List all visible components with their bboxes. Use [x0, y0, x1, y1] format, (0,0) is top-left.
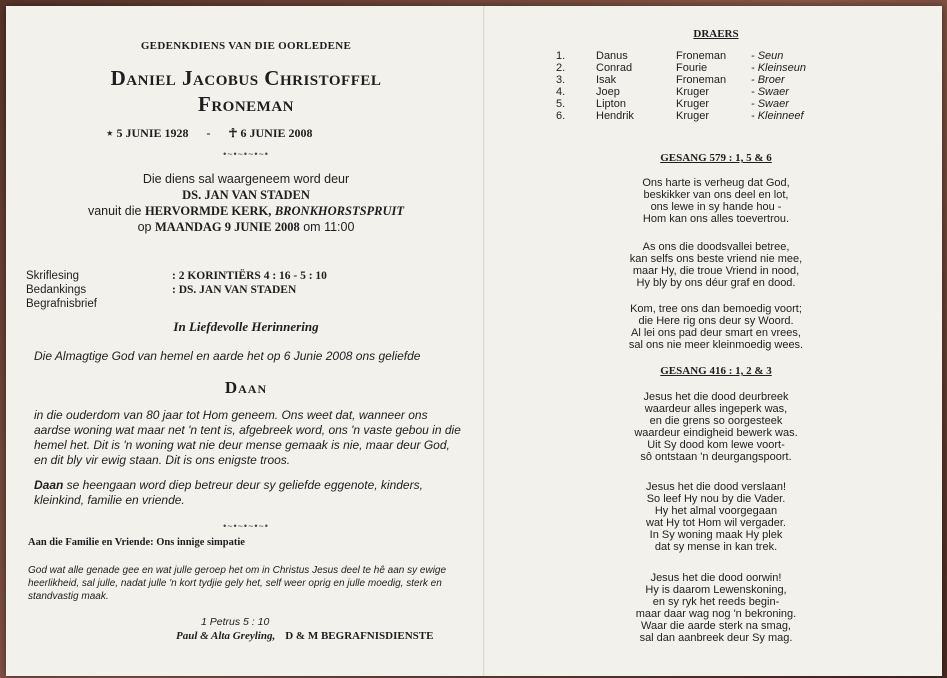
service-datetime: [26, 220, 466, 235]
blessing-paragraph: God wat alle genade gee en wat julle geroep het om in Christus Jesus deel te hê aan sy ewige heerlikheid, sal julle, nadat julle 'n kort tydjie gely het, self weer oprig en julle moedig, sterk en standvastig maak.: [28, 565, 447, 602]
bearer-relation: - Seun: [751, 50, 784, 62]
venue-place: BRONKHORSTSPRUIT: [274, 204, 405, 218]
hymn-line: dat sy mense in kan trek.: [654, 541, 778, 553]
hymn-line: ons lewe in sy hande hou -: [650, 201, 782, 213]
hymn-stanza: [501, 241, 931, 289]
birth-date: ⋆ 5 JUNIE 1928: [106, 126, 189, 140]
bearer-first-name: Joep: [596, 86, 620, 98]
hymn-line: die Here rig ons deur sy Woord.: [638, 315, 794, 327]
bearer-first-name: Lipton: [596, 98, 626, 110]
bearer-number: 6.: [556, 110, 566, 122]
hymn-line: Waar die aarde sterk na smag,: [641, 620, 791, 632]
programme-label: Bedankings: [26, 284, 87, 296]
hymn-line: wat Hy tot Hom wil vergader.: [646, 517, 786, 529]
bearer-number: 2.: [556, 62, 566, 74]
hymn-stanza: [501, 572, 931, 644]
hymn-title: GESANG 416 : 1, 2 & 3: [660, 365, 772, 377]
bearer-first-name: Conrad: [596, 62, 633, 74]
hymn-line: So leef Hy nou by die Vader.: [646, 493, 786, 505]
funeral-home: D & M BEGRAFNISDIENSTE: [285, 630, 434, 642]
hymn-line: Uit Sy dood kom lewe voort-: [647, 439, 785, 451]
leaflet-header: GEDENKDIENS VAN DIE OORLEDENE: [140, 40, 352, 52]
service-intro: Die diens sal waargeneem word deur: [142, 172, 350, 186]
bearer-relation: - Kleinseun: [751, 62, 807, 74]
service-venue: [26, 204, 466, 219]
right-page: [501, 6, 931, 676]
hymn-line: Hy het almal voorgegaan: [654, 505, 778, 517]
hymn-line: sal ons nie meer kleinmoedig wees.: [628, 339, 804, 351]
hymn-stanza: [501, 481, 931, 553]
hymn-stanza: [501, 177, 931, 225]
mourning-name: Daan: [34, 478, 64, 492]
bearer-first-name: Hendrik: [596, 110, 634, 122]
bearer-first-name: Isak: [596, 74, 617, 86]
bearer-row: [556, 110, 806, 122]
bearer-surname: Kruger: [676, 98, 710, 110]
bearer-surname: Fourie: [676, 62, 708, 74]
hymn-line: sô ontstaan 'n deurgangspoort.: [640, 451, 792, 463]
hymn-line: In Sy woning maak Hy plek: [649, 529, 783, 541]
programme-value: : 2 KORINTIËRS 4 : 16 - 5 : 10: [172, 270, 327, 282]
signature-line: [176, 630, 433, 642]
hymn-line: Hy bly by ons déur graf en dood.: [636, 277, 796, 289]
hymn-stanza: [501, 391, 931, 463]
bearer-number: 5.: [556, 98, 566, 110]
programme-row: [26, 298, 466, 312]
hymn-line: Kom, tree ons dan bemoedig voort;: [630, 303, 802, 315]
date-dash: -: [206, 126, 211, 140]
bearer-number: 1.: [556, 50, 566, 62]
bearer-relation: - Swaer: [751, 86, 789, 98]
hymn-line: sal dan aanbreek deur Sy mag.: [639, 632, 793, 644]
service-minister: DS. JAN VAN STADEN: [182, 188, 310, 202]
mourning-text: se heengaan word diep betreur deur sy geliefde eggenote, kinders, kleinkind, familie en vriende.: [34, 478, 423, 507]
service-date: MAANDAG 9 JUNIE 2008: [154, 220, 300, 234]
mourning-paragraph: [34, 478, 464, 508]
programme-label: Begrafnisbrief: [26, 298, 97, 310]
bearers-title: DRAERS: [693, 28, 739, 40]
hymn-line: beskikker van ons deel en lot,: [643, 189, 789, 201]
scripture-paragraph: in die ouderdom van 80 jaar tot Hom geneem. Ons weet dat, wanneer ons aardse woning wat maar net 'n tent is, afgebreek word, ons 'n vaste gebou in die hemel het. Dit is 'n woning wat nie deur mense gemaak is nie, maar deur God, en dit bly vir ewig staan. Dit is ons enigste troos.: [34, 408, 461, 467]
thanks-title: Aan die Familie en Vriende: Ons innige simpatie: [28, 537, 245, 548]
hymn-line: Jesus het die dood verslaan!: [645, 481, 787, 493]
life-dates: [106, 126, 406, 141]
bearer-row: [556, 74, 806, 86]
hymn-line: waardeur eindigheid bewerk was.: [634, 427, 798, 439]
bearer-relation: - Kleinneef: [751, 110, 804, 122]
bearer-number: 4.: [556, 86, 566, 98]
hymn-title: GESANG 579 : 1, 5 & 6: [660, 152, 772, 164]
hymn-line: maar Hy, die troue Vriend in nood,: [632, 265, 800, 277]
hymn-line: Al lei ons pad deur smart en vrees,: [631, 327, 801, 339]
first-name-heading: Daan: [224, 378, 268, 397]
announcement-paragraph: Die Almagtige God van hemel en aarde het op 6 Junie 2008 ons geliefde: [34, 349, 421, 363]
date-prefix: op: [137, 220, 152, 234]
hymn-line: Jesus het die dood deurbreek: [643, 391, 789, 403]
bearer-row: [556, 50, 806, 62]
deceased-name-line2: Froneman: [198, 92, 294, 116]
hymn-line: Hom kan ons alles toevertrou.: [642, 213, 790, 225]
verse-reference: 1 Petrus 5 : 10: [201, 616, 270, 628]
bearer-surname: Kruger: [676, 110, 710, 122]
hymn-line: maar daar wag nog 'n bekroning.: [635, 608, 797, 620]
bearers-list: [556, 50, 806, 122]
bearer-relation: - Swaer: [751, 98, 789, 110]
deceased-name-line1: Daniel Jacobus Christoffel: [110, 66, 382, 90]
hymn-line: As ons die doodsvallei betree,: [642, 241, 790, 253]
bearer-relation: - Broer: [751, 74, 785, 86]
programme-row: [26, 284, 466, 298]
venue-prefix: vanuit die: [87, 204, 142, 218]
hymn-line: Ons harte is verheug dat God,: [642, 177, 790, 189]
bearer-surname: Froneman: [676, 74, 727, 86]
hymn-line: Hy is daarom Lewenskoning,: [645, 584, 787, 596]
left-page: [26, 6, 466, 676]
death-date: ☥ 6 JUNIE 2008: [228, 126, 313, 140]
memory-title: In Liefdevolle Herinnering: [173, 319, 319, 334]
hymn-line: kan selfs ons beste vriend nie mee,: [629, 253, 803, 265]
bearer-first-name: Danus: [596, 50, 628, 62]
programme-row: [26, 270, 466, 284]
bearer-row: [556, 98, 806, 110]
programme-value: : DS. JAN VAN STADEN: [172, 284, 297, 296]
programme-list: [26, 270, 466, 312]
hymn-line: en die grens so oorgesteek: [649, 415, 783, 427]
service-time: om 11:00: [303, 220, 355, 234]
hymn-line: waardeur alles ingeperk was,: [644, 403, 788, 415]
bearer-surname: Froneman: [676, 50, 727, 62]
hymn-stanza: [501, 303, 931, 351]
bearer-number: 3.: [556, 74, 566, 86]
page-fold: [483, 6, 485, 676]
signature-names: Paul & Alta Greyling,: [176, 630, 276, 642]
bearer-row: [556, 62, 806, 74]
bearer-row: [556, 86, 806, 98]
hymn-line: en sy ryk het reeds begin-: [652, 596, 780, 608]
programme-label: Skriflesing: [26, 270, 80, 282]
memorial-leaflet: [6, 6, 942, 676]
venue-church: HERVORMDE KERK,: [144, 204, 272, 218]
bearer-surname: Kruger: [676, 86, 710, 98]
ornament-divider: •~•~•~•~•: [223, 521, 269, 531]
hymn-line: Jesus het die dood oorwin!: [650, 572, 782, 584]
ornament-divider: •~•~•~•~•: [223, 149, 269, 159]
